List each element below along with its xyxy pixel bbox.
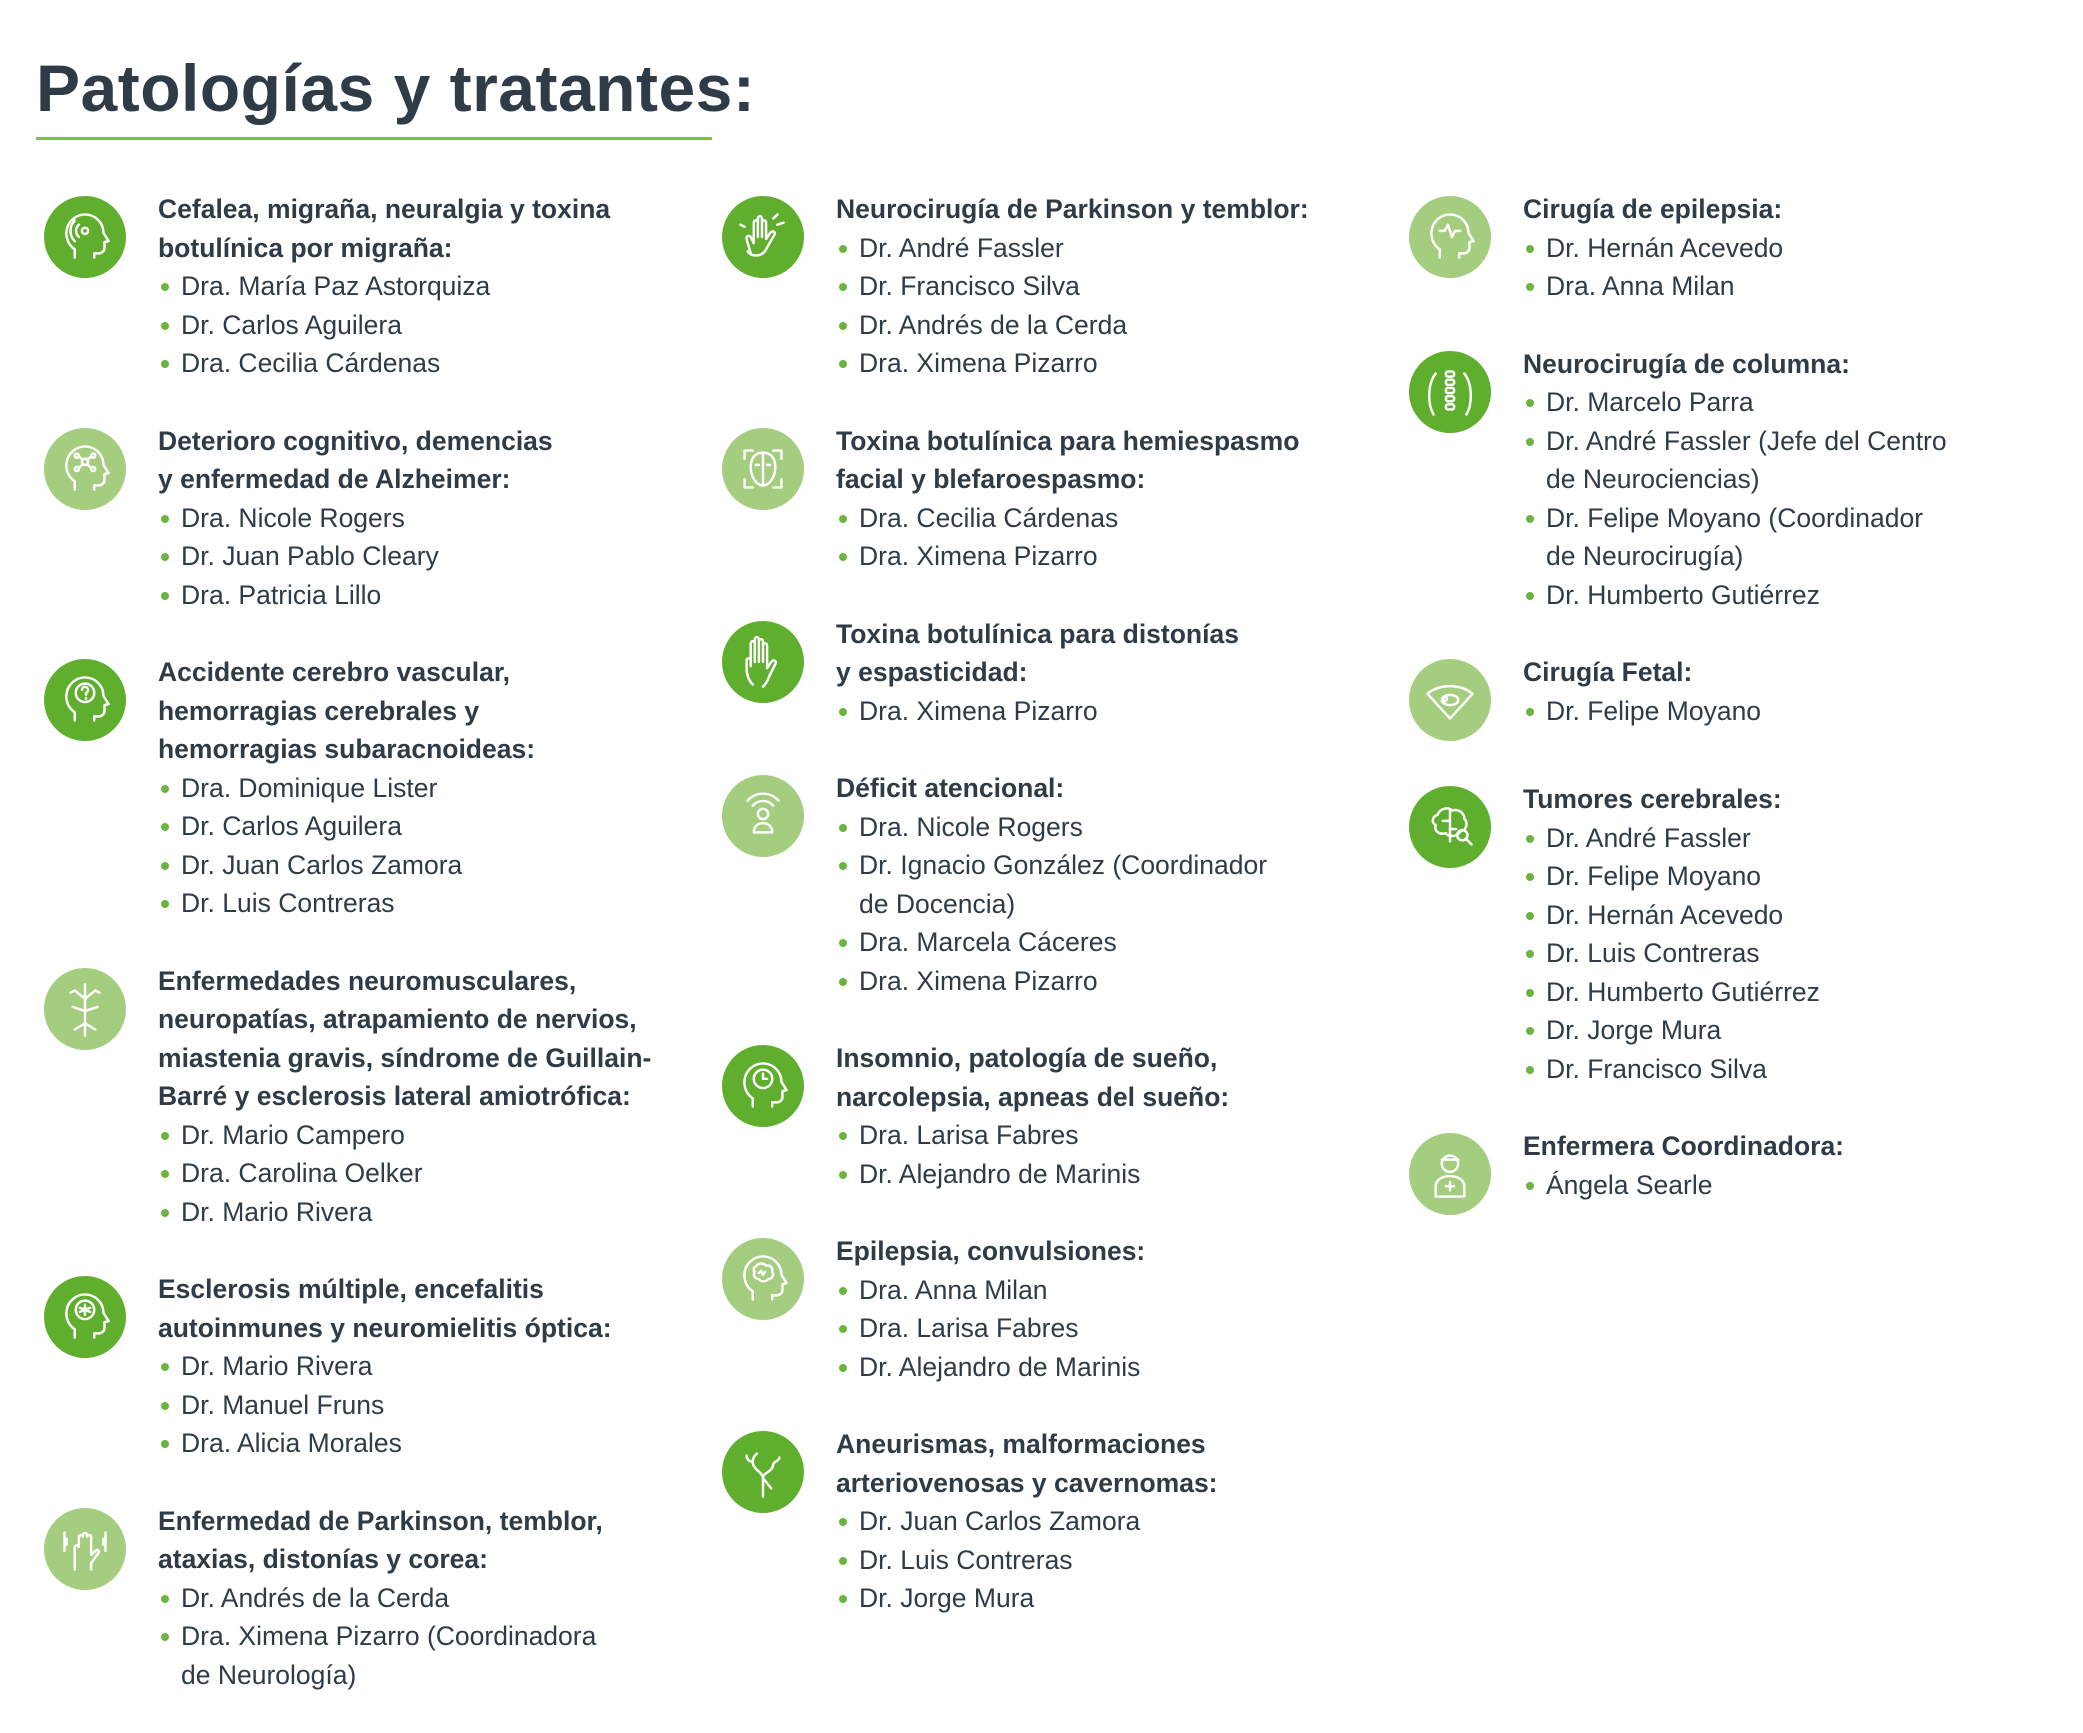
doctor-item: [158, 1424, 684, 1463]
spine-icon: [1409, 351, 1491, 433]
doctor-name: Dr. Ignacio González (Coordinador: [859, 850, 1268, 880]
doctor-item: [158, 267, 684, 306]
doctor-item: [158, 884, 684, 923]
specialty-heading: [836, 1425, 1362, 1502]
doctor-item: [158, 1154, 684, 1193]
heading-line: miastenia gravis, síndrome de Guillain-: [158, 1042, 652, 1073]
head-question-icon: [44, 659, 126, 741]
head-network-icon: [44, 428, 126, 510]
head-pulse-icon: [1409, 196, 1491, 278]
doctor-name: Dr. Juan Carlos Zamora: [181, 849, 463, 880]
doctor-item: [158, 306, 684, 345]
doctor-name: Dra. Ximena Pizarro: [859, 541, 1098, 571]
specialty-block: [722, 769, 1362, 1000]
specialty-heading: [158, 422, 684, 499]
doctor-name: Dr. Luis Contreras: [181, 888, 395, 918]
doctor-name: Dra. Patricia Lillo: [181, 579, 382, 610]
specialty-heading: [836, 422, 1362, 499]
doctor-item: [836, 229, 1362, 268]
doctor-item: [836, 1155, 1362, 1194]
heading-line: Cefalea, migraña, neuralgia y toxina: [158, 194, 611, 224]
doctor-item: [836, 1309, 1362, 1348]
doctor-name: Dr. Mario Rivera: [181, 1351, 373, 1381]
doctor-name: Dr. Felipe Moyano (Coordinador: [1546, 502, 1924, 533]
specialty-heading: [836, 615, 1362, 692]
doctor-list: [1523, 383, 2049, 614]
doctor-name: Dra. Cecilia Cárdenas: [181, 348, 441, 378]
doctor-name: Dra. Ximena Pizarro: [859, 348, 1098, 378]
doctor-name: Dra. Dominique Lister: [181, 772, 438, 803]
heading-line: Enfermedad de Parkinson, temblor,: [158, 1505, 603, 1536]
heading-line: Deterioro cognitivo, demencias: [158, 425, 553, 456]
doctor-item: [836, 267, 1362, 306]
doctor-item: [158, 576, 684, 615]
doctor-name: Dr. Juan Carlos Zamora: [859, 1506, 1141, 1536]
doctor-name: Dr. Francisco Silva: [1546, 1053, 1767, 1084]
doctor-list: [836, 1116, 1362, 1193]
doctor-name: Dr. Manuel Fruns: [181, 1389, 385, 1420]
heading-line: Cirugía Fetal:: [1523, 657, 1693, 687]
doctor-name: Dra. Carolina Oelker: [181, 1158, 423, 1188]
doctor-list: [836, 499, 1362, 576]
doctor-name: Dra. Larisa Fabres: [859, 1120, 1079, 1150]
specialty-heading: [836, 1039, 1362, 1116]
doctor-name: Dra. Cecilia Cárdenas: [859, 502, 1119, 533]
specialty-heading: [1523, 653, 2049, 692]
doctor-name: Dra. Alicia Morales: [181, 1428, 402, 1458]
doctor-name: Dr. Humberto Gutiérrez: [1546, 976, 1820, 1007]
doctor-list: [1523, 1166, 2049, 1205]
doctor-name: Dr. Alejandro de Marinis: [859, 1158, 1141, 1189]
specialty-heading: [836, 190, 1362, 229]
heading-line: hemorragias subaracnoideas:: [158, 734, 536, 764]
doctor-name: Dra. Ximena Pizarro: [859, 965, 1098, 996]
doctor-name: Dr. Luis Contreras: [1546, 938, 1760, 968]
doctor-name: Dra. María Paz Astorquiza: [181, 271, 491, 301]
doctor-name: Dra. Nicole Rogers: [181, 502, 405, 533]
doctor-item: [1523, 267, 2049, 306]
doctor-list: [158, 769, 684, 923]
doctor-name: Dr. Andrés de la Cerda: [181, 1582, 450, 1613]
column-3: [1409, 190, 2049, 1254]
doctor-item: [836, 306, 1362, 345]
specialty-block: [722, 190, 1362, 383]
specialty-heading: [1523, 190, 2049, 229]
doctor-name: Dra. Anna Milan: [859, 1274, 1048, 1305]
doctor-item: [836, 1502, 1362, 1541]
doctor-item: [1523, 499, 2049, 576]
doctor-name: Dr. Humberto Gutiérrez: [1546, 579, 1820, 610]
doctor-item: [158, 1347, 684, 1386]
heading-line: y espasticidad:: [836, 657, 1028, 687]
doctor-item: [158, 807, 684, 846]
specialty-block: [44, 1270, 684, 1463]
column-2: [722, 190, 1362, 1657]
heading-line: Aneurismas, malformaciones: [836, 1429, 1206, 1459]
doctor-list: [158, 1116, 684, 1232]
doctor-item: [1523, 1050, 2049, 1089]
doctor-item: [836, 962, 1362, 1001]
specialty-block: [722, 422, 1362, 576]
doctor-item: [836, 499, 1362, 538]
specialty-block: [1409, 780, 2049, 1088]
doctor-list: [836, 229, 1362, 383]
column-1: [44, 190, 684, 1733]
title-underline: [36, 137, 712, 140]
doctor-item: [836, 1579, 1362, 1618]
doctor-item: [1523, 819, 2049, 858]
doctor-name: de Neurología): [181, 1659, 357, 1690]
doctor-name: Dr. André Fassler: [859, 232, 1064, 263]
doctor-name: Dr. Luis Contreras: [859, 1544, 1073, 1575]
heading-line: hemorragias cerebrales y: [158, 695, 480, 726]
doctor-item: [158, 499, 684, 538]
heading-line: Enfermedades neuromusculares,: [158, 965, 577, 996]
doctor-name: Dr. Alejandro de Marinis: [859, 1351, 1141, 1382]
specialty-block: [1409, 345, 2049, 615]
heading-line: ataxias, distonías y corea:: [158, 1544, 488, 1574]
head-clock-icon: [722, 1045, 804, 1127]
heading-line: Neurocirugía de Parkinson y temblor:: [836, 194, 1309, 224]
specialty-block: [44, 1502, 684, 1695]
doctor-list: [836, 1502, 1362, 1618]
specialty-block: [1409, 190, 2049, 306]
doctor-item: [836, 923, 1362, 962]
heading-line: Déficit atencional:: [836, 773, 1065, 803]
doctor-name: Dr. Jorge Mura: [1546, 1015, 1722, 1045]
heading-line: Cirugía de epilepsia:: [1523, 194, 1783, 224]
doctor-name: Dr. Marcelo Parra: [1546, 387, 1754, 417]
doctor-name: de Neurociencias): [1546, 464, 1760, 494]
specialty-block: [722, 1232, 1362, 1386]
heading-line: Neurocirugía de columna:: [1523, 348, 1850, 379]
page-title: Patologías y tratantes:: [36, 51, 756, 125]
doctor-item: [1523, 383, 2049, 422]
doctor-list: [158, 1347, 684, 1463]
nerves-icon: [44, 968, 126, 1050]
doctor-name: Dr. André Fassler (Jefe del Centro: [1546, 425, 1947, 456]
doctor-item: [836, 1348, 1362, 1387]
specialty-block: [44, 962, 684, 1232]
doctor-name: Dr. Carlos Aguilera: [181, 309, 402, 340]
doctor-item: [158, 1386, 684, 1425]
specialty-heading: [1523, 345, 2049, 384]
specialty-block: [722, 1039, 1362, 1193]
heading-line: Toxina botulínica para distonías: [836, 618, 1239, 649]
doctor-item: [836, 846, 1362, 923]
shaking-hand-icon: [44, 1508, 126, 1590]
doctor-item: [836, 344, 1362, 383]
specialty-heading: [158, 962, 684, 1116]
doctor-name: Dr. Hernán Acevedo: [1546, 899, 1784, 930]
doctor-name: de Docencia): [859, 888, 1016, 919]
doctor-item: [158, 1116, 684, 1155]
vessel-icon: [722, 1431, 804, 1513]
tremor-hand-icon: [722, 196, 804, 278]
doctor-item: [1523, 1166, 2049, 1205]
heading-line: Esclerosis múltiple, encefalitis: [158, 1274, 544, 1304]
heading-line: Barré y esclerosis lateral amiotrófica:: [158, 1081, 631, 1111]
doctor-list: [836, 692, 1362, 731]
doctor-name: Dr. Felipe Moyano: [1546, 695, 1762, 726]
specialty-heading: [836, 769, 1362, 808]
doctor-item: [1523, 1011, 2049, 1050]
specialty-block: [722, 615, 1362, 731]
ultrasound-icon: [1409, 659, 1491, 741]
doctor-item: [158, 769, 684, 808]
specialty-heading: [158, 653, 684, 769]
doctor-name: Dr. Felipe Moyano: [1546, 861, 1762, 891]
doctor-name: Dr. Jorge Mura: [859, 1583, 1035, 1613]
heading-line: Toxina botulínica para hemiespasmo: [836, 425, 1300, 456]
specialty-block: [1409, 1127, 2049, 1215]
heading-line: autoinmunes y neuromielitis óptica:: [158, 1312, 612, 1343]
specialty-block: [722, 1425, 1362, 1618]
doctor-name: Dr. Juan Pablo Cleary: [181, 541, 439, 571]
specialty-heading: [158, 1270, 684, 1347]
doctor-item: [1523, 576, 2049, 615]
doctor-list: [158, 267, 684, 383]
specialty-heading: [158, 1502, 684, 1579]
doctor-item: [158, 1193, 684, 1232]
doctor-list: [158, 499, 684, 615]
doctor-name: Dr. Carlos Aguilera: [181, 811, 402, 841]
heading-line: y enfermedad de Alzheimer:: [158, 464, 511, 494]
doctor-name: Dra. Larisa Fabres: [859, 1313, 1079, 1343]
doctor-item: [158, 1579, 684, 1618]
open-hand-icon: [722, 621, 804, 703]
doctor-name: Dra. Nicole Rogers: [859, 811, 1083, 842]
specialty-heading: [1523, 1127, 2049, 1166]
heading-line: Insomnio, patología de sueño,: [836, 1043, 1218, 1073]
doctor-item: [1523, 692, 2049, 731]
doctor-name: Dra. Marcela Cáceres: [859, 927, 1117, 957]
head-brain-icon: [722, 1238, 804, 1320]
doctor-name: Dr. Francisco Silva: [859, 271, 1080, 301]
brain-search-icon: [1409, 786, 1491, 868]
doctor-list: [158, 1579, 684, 1695]
doctor-item: [1523, 934, 2049, 973]
heading-line: Tumores cerebrales:: [1523, 784, 1782, 814]
doctor-name: Dr. André Fassler: [1546, 822, 1751, 853]
specialty-block: [44, 190, 684, 383]
doctor-item: [1523, 229, 2049, 268]
doctor-name: Dra. Anna Milan: [1546, 271, 1735, 301]
heading-line: Accidente cerebro vascular,: [158, 657, 511, 687]
heading-line: arteriovenosas y cavernomas:: [836, 1467, 1218, 1498]
heading-line: Epilepsia, convulsiones:: [836, 1236, 1146, 1266]
doctor-item: [158, 846, 684, 885]
heading-line: facial y blefaroespasmo:: [836, 464, 1146, 494]
heading-line: narcolepsia, apneas del sueño:: [836, 1081, 1230, 1112]
specialty-heading: [158, 190, 684, 267]
heading-line: Enfermera Coordinadora:: [1523, 1131, 1845, 1161]
doctor-item: [1523, 857, 2049, 896]
specialty-block: [1409, 653, 2049, 741]
doctor-name: Ángela Searle: [1546, 1169, 1713, 1200]
person-signal-icon: [722, 775, 804, 857]
doctor-item: [158, 344, 684, 383]
doctor-item: [836, 1541, 1362, 1580]
specialty-heading: [836, 1232, 1362, 1271]
doctor-item: [836, 808, 1362, 847]
head-star-icon: [44, 1276, 126, 1358]
specialty-block: [44, 422, 684, 615]
doctor-item: [836, 537, 1362, 576]
heading-line: neuropatías, atrapamiento de nervios,: [158, 1004, 637, 1034]
nurse-icon: [1409, 1133, 1491, 1215]
doctor-item: [836, 692, 1362, 731]
doctor-list: [836, 808, 1362, 1001]
doctor-item: [1523, 422, 2049, 499]
specialty-heading: [1523, 780, 2049, 819]
doctor-name: de Neurocirugía): [1546, 541, 1744, 571]
face-scan-icon: [722, 428, 804, 510]
heading-line: botulínica por migraña:: [158, 232, 453, 263]
doctor-item: [836, 1271, 1362, 1310]
doctor-item: [1523, 973, 2049, 1012]
doctor-name: Dr. Mario Campero: [181, 1119, 405, 1150]
doctor-list: [1523, 819, 2049, 1089]
specialty-block: [44, 653, 684, 923]
doctor-list: [836, 1271, 1362, 1387]
doctor-name: Dr. Andrés de la Cerda: [859, 309, 1128, 340]
doctor-item: [836, 1116, 1362, 1155]
doctor-item: [158, 537, 684, 576]
head-waves-icon: [44, 196, 126, 278]
doctor-list: [1523, 692, 2049, 731]
doctor-item: [158, 1617, 684, 1694]
doctor-name: Dr. Mario Rivera: [181, 1196, 373, 1227]
doctor-name: Dra. Ximena Pizarro (Coordinadora: [181, 1621, 597, 1651]
doctor-name: Dr. Hernán Acevedo: [1546, 232, 1784, 263]
doctor-name: Dra. Ximena Pizarro: [859, 695, 1098, 726]
doctor-item: [1523, 896, 2049, 935]
doctor-list: [1523, 229, 2049, 306]
